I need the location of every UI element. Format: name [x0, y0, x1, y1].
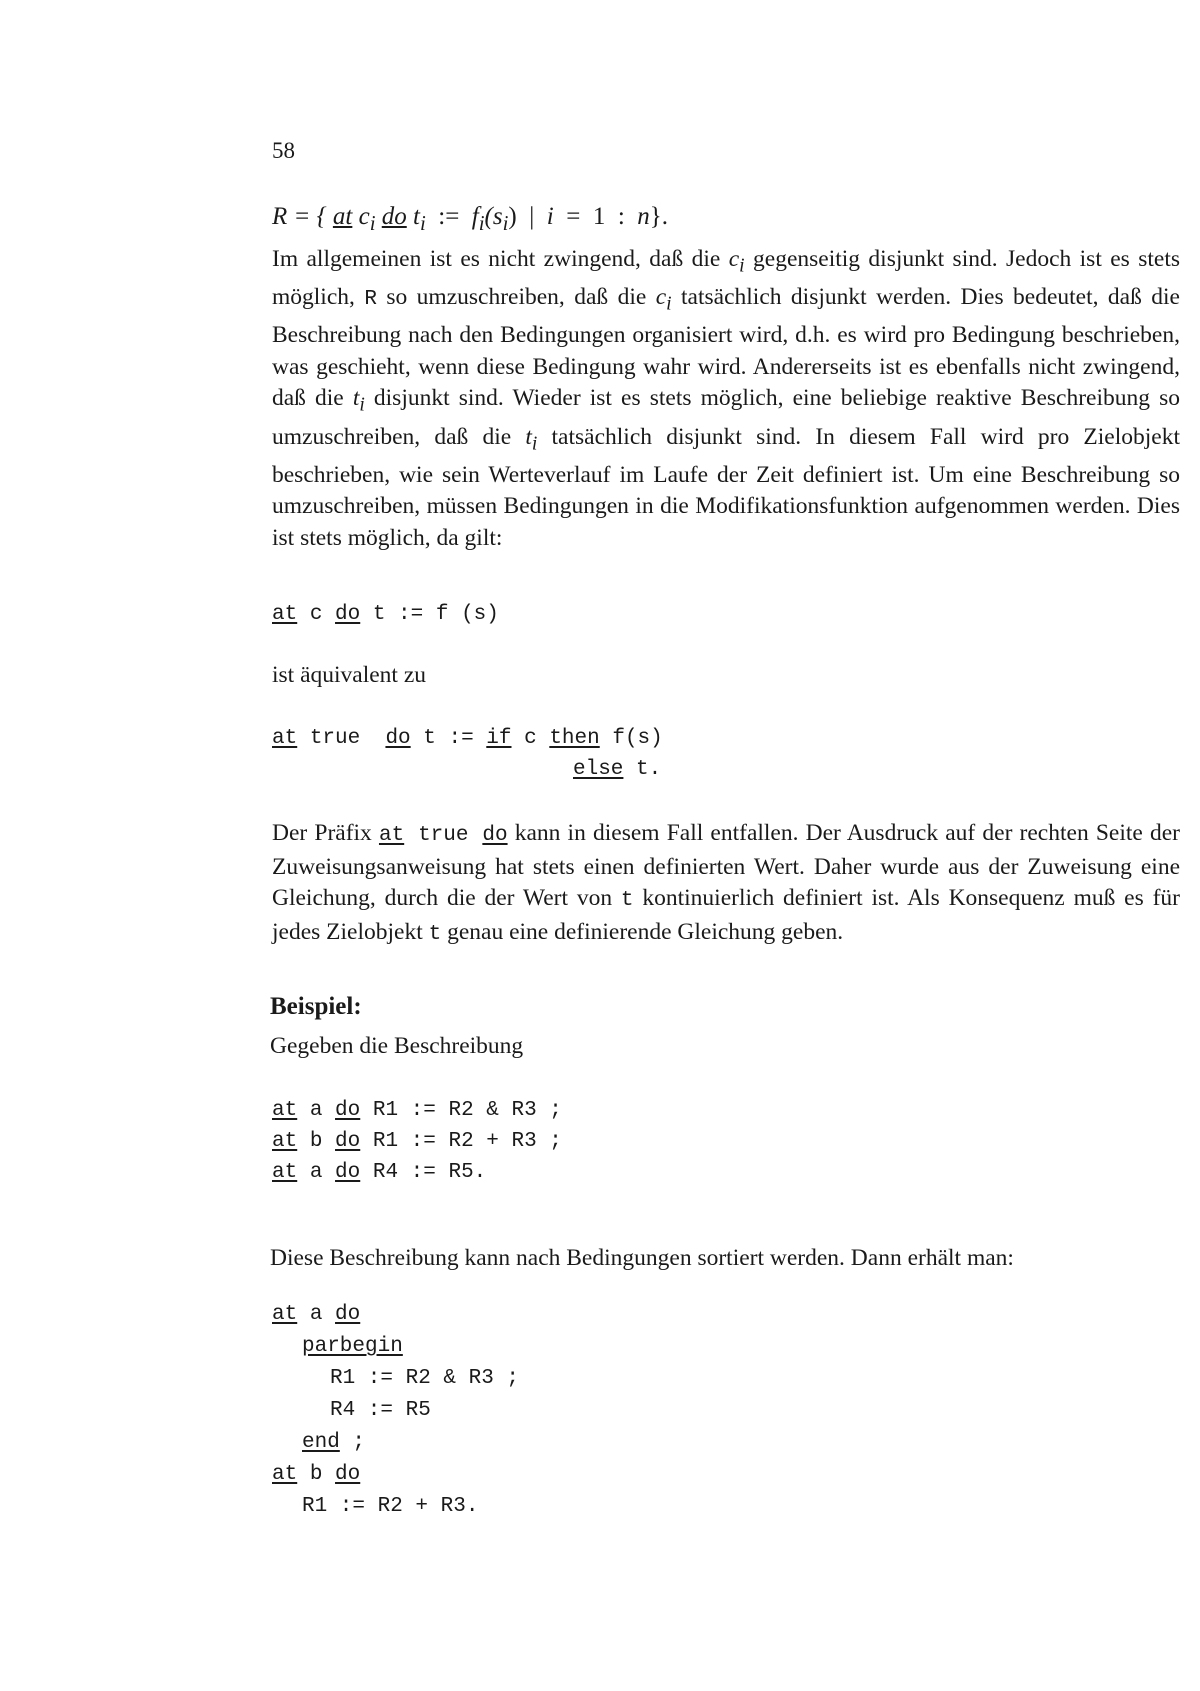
- formula-colon: :: [617, 203, 625, 230]
- code4-cond-a: a: [297, 1303, 336, 1326]
- page-number: 58: [272, 138, 295, 163]
- code-line: [272, 1095, 562, 1126]
- keyword-parbegin: parbegin: [302, 1335, 403, 1358]
- para1-text-5: disjunkt sind. Wieder ist es stets möglich, eine beliebige reaktive Beschreibung so umzuschreiben, daß die: [272, 385, 1180, 450]
- code3-assignment: R1 := R2 + R3 ;: [360, 1130, 562, 1153]
- var-t-code: t: [620, 889, 634, 912]
- para2-text-1: Der Präfix: [272, 820, 379, 846]
- equivalent-text: ist äquivalent zu: [272, 662, 427, 688]
- var-c-subscript: i: [666, 293, 672, 315]
- formula-s-subscript: i: [502, 211, 509, 235]
- keyword-do: do: [482, 824, 508, 847]
- code2-fs: f(s): [599, 727, 663, 750]
- code-line: [272, 1427, 519, 1459]
- keyword-do: do: [335, 1161, 361, 1184]
- var-t: t: [352, 385, 360, 412]
- keyword-at: at: [272, 603, 298, 626]
- formula-assign: :=: [438, 203, 460, 230]
- keyword-at: at: [272, 1463, 298, 1486]
- formula-t-subscript: i: [419, 211, 426, 235]
- keyword-at: at: [272, 1303, 298, 1326]
- keyword-do: do: [335, 1303, 361, 1326]
- keyword-at: at: [378, 824, 405, 847]
- formula-end: }.: [649, 203, 669, 230]
- code2-t: t.: [623, 758, 662, 781]
- code4-semicolon: ;: [339, 1431, 366, 1454]
- code-at-true-do-if: [272, 723, 663, 754]
- formula-bar: |: [529, 203, 535, 230]
- keyword-else: else: [573, 758, 624, 781]
- formula-t: t: [413, 203, 420, 230]
- example-heading: Beispiel:: [270, 993, 362, 1020]
- code-line: [272, 1331, 519, 1363]
- para2-text-4: genau eine definierende Gleichung geben.: [441, 918, 844, 945]
- code3-cond: a: [297, 1161, 336, 1184]
- para2-true: true: [404, 824, 483, 847]
- para2-text-3: kontinuierlich definiert ist. Als Konsequenz muß es für jedes Zielobjekt: [272, 885, 1180, 945]
- code-example-description: [272, 1095, 562, 1188]
- var-R: R: [364, 288, 377, 312]
- formula-c: c: [358, 203, 370, 230]
- code-line: R1 := R2 + R3.: [302, 1495, 479, 1518]
- var-t-subscript: i: [531, 433, 538, 455]
- formula-close-paren: ): [508, 203, 517, 230]
- keyword-at: at: [272, 1099, 298, 1122]
- var-t-subscript: i: [359, 395, 365, 417]
- code-line: [272, 1157, 562, 1188]
- formula-at-keyword: at: [332, 203, 353, 230]
- para1-text-3: so umzuschreiben, daß die: [376, 284, 656, 311]
- code-else-branch: [573, 754, 661, 785]
- code3-cond: b: [297, 1130, 336, 1153]
- keyword-do: do: [335, 1099, 361, 1122]
- keyword-do: do: [335, 1130, 361, 1153]
- code1-cond: c: [297, 603, 336, 626]
- keyword-do: do: [335, 1463, 361, 1486]
- var-c: c: [728, 246, 740, 272]
- keyword-do: do: [385, 727, 411, 750]
- para1-text-4: tatsächlich disjunkt werden. Dies bedeutet, daß die Beschreibung nach den Bedingungen organisiert wird, d.h. es wird pro Bedingung beschrieben, was geschieht, wenn diese Bedingung wahr wird. Andererseits ist es ebenfalls nicht zwingend, daß die: [272, 284, 1180, 412]
- keyword-at: at: [272, 1161, 298, 1184]
- keyword-at: at: [272, 1130, 298, 1153]
- formula-s: (s: [484, 203, 503, 230]
- keyword-end: end: [302, 1431, 340, 1454]
- code2-cond: c: [511, 727, 550, 750]
- para1-text-2: gegenseitig disjunkt sind. Jedoch ist es stets möglich,: [272, 246, 1180, 311]
- sorted-text: Diese Beschreibung kann nach Bedingungen sortiert werden. Dann erhält man:: [270, 1245, 1014, 1271]
- formula-i: i: [546, 203, 554, 230]
- code2-assignment: t :=: [410, 727, 487, 750]
- paragraph-prefix: [272, 818, 1180, 950]
- var-c-subscript: i: [739, 255, 745, 277]
- code-line: R4 := R5: [330, 1399, 431, 1422]
- formula-f-subscript: i: [478, 211, 485, 235]
- var-t: t: [525, 423, 532, 450]
- formula-c-subscript: i: [369, 211, 376, 235]
- code-line: [272, 1459, 519, 1491]
- formula-do-keyword: do: [381, 203, 407, 230]
- code-line: [272, 1126, 562, 1157]
- keyword-then: then: [549, 727, 600, 750]
- code-at-c-do: [272, 599, 499, 630]
- reactive-description-formula: [272, 203, 668, 236]
- code-line: R1 := R2 & R3 ;: [330, 1367, 520, 1390]
- example-intro: Gegeben die Beschreibung: [270, 1033, 524, 1059]
- code3-cond: a: [297, 1099, 336, 1122]
- keyword-do: do: [335, 603, 361, 626]
- para1-text-1: Im allgemeinen ist es nicht zwingend, daß die: [272, 246, 729, 272]
- code3-assignment: R1 := R2 & R3 ;: [360, 1099, 562, 1122]
- code3-assignment: R4 := R5.: [360, 1161, 487, 1184]
- code2-true: true: [297, 727, 386, 750]
- code4-cond-b: b: [297, 1463, 336, 1486]
- code1-assignment: t := f (s): [360, 603, 499, 626]
- code-sorted-description: [272, 1299, 519, 1523]
- var-c: c: [655, 284, 667, 311]
- formula-eq: =: [566, 203, 581, 230]
- formula-n: n: [637, 203, 650, 230]
- para1-text-6: tatsächlich disjunkt sind. In diesem Fall wird pro Zielobjekt beschrieben, wie sein Werteverlauf im Laufe der Zeit definiert ist. Um eine Beschreibung so umzuschreiben, müssen Bedingungen in die Modifikationsfunktion aufgenommen werden. Dies ist stets möglich, da gilt:: [272, 423, 1180, 551]
- formula-f: f: [471, 203, 479, 230]
- formula-one: 1: [592, 203, 606, 230]
- paragraph-disjunct: [272, 244, 1180, 554]
- code-line: [272, 1299, 519, 1331]
- formula-lhs: R = {: [272, 203, 327, 230]
- var-t-code: t: [428, 922, 442, 946]
- keyword-if: if: [486, 727, 512, 750]
- para2-text-2: kann in diesem Fall entfallen. Der Ausdruck auf der rechten Seite der Zuweisungsanweisung hat stets einen definierten Wert. Daher wurde aus der Zuweisung eine Gleichung, durch die der Wert von: [272, 820, 1180, 911]
- keyword-at: at: [272, 727, 298, 750]
